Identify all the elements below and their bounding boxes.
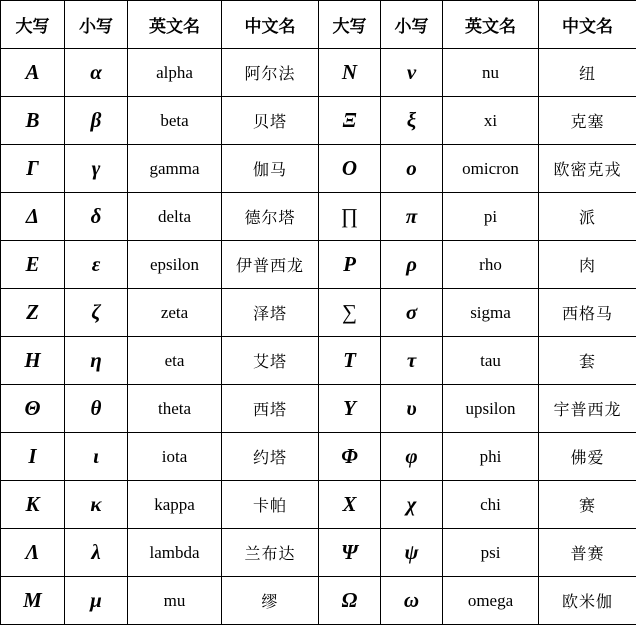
chinese-name: 艾塔 xyxy=(222,337,319,385)
header-uppercase: 大写 xyxy=(1,1,65,49)
lowercase-letter: ε xyxy=(65,241,128,289)
chinese-name: 宇普西龙 xyxy=(539,385,636,433)
chinese-name: 派 xyxy=(539,193,636,241)
english-name: sigma xyxy=(443,289,539,337)
english-name: delta xyxy=(128,193,222,241)
chinese-name: 肉 xyxy=(539,241,636,289)
english-name: nu xyxy=(443,49,539,97)
table-row xyxy=(1,49,636,97)
chinese-name: 阿尔法 xyxy=(222,49,319,97)
uppercase-letter: Ψ xyxy=(319,529,381,577)
english-name: phi xyxy=(443,433,539,481)
uppercase-letter: ∏ xyxy=(319,193,381,241)
uppercase-letter: Μ xyxy=(1,577,65,625)
table-row xyxy=(1,145,636,193)
uppercase-letter: Ε xyxy=(1,241,65,289)
uppercase-letter: Θ xyxy=(1,385,65,433)
uppercase-letter: Υ xyxy=(319,385,381,433)
lowercase-letter: μ xyxy=(65,577,128,625)
english-name: omega xyxy=(443,577,539,625)
header-english-name: 英文名 xyxy=(443,1,539,49)
header-row xyxy=(1,1,636,49)
uppercase-letter: Ρ xyxy=(319,241,381,289)
chinese-name: 约塔 xyxy=(222,433,319,481)
chinese-name: 普赛 xyxy=(539,529,636,577)
lowercase-letter: γ xyxy=(65,145,128,193)
english-name: tau xyxy=(443,337,539,385)
chinese-name: 欧米伽 xyxy=(539,577,636,625)
lowercase-letter: ψ xyxy=(381,529,443,577)
chinese-name: 伊普西龙 xyxy=(222,241,319,289)
uppercase-letter: Κ xyxy=(1,481,65,529)
uppercase-letter: Χ xyxy=(319,481,381,529)
english-name: psi xyxy=(443,529,539,577)
english-name: mu xyxy=(128,577,222,625)
uppercase-letter: ∑ xyxy=(319,289,381,337)
english-name: chi xyxy=(443,481,539,529)
lowercase-letter: ο xyxy=(381,145,443,193)
uppercase-letter: Τ xyxy=(319,337,381,385)
english-name: theta xyxy=(128,385,222,433)
lowercase-letter: υ xyxy=(381,385,443,433)
lowercase-letter: ν xyxy=(381,49,443,97)
lowercase-letter: α xyxy=(65,49,128,97)
table-row xyxy=(1,433,636,481)
lowercase-letter: ω xyxy=(381,577,443,625)
english-name: rho xyxy=(443,241,539,289)
lowercase-letter: δ xyxy=(65,193,128,241)
uppercase-letter: Ζ xyxy=(1,289,65,337)
uppercase-letter: Λ xyxy=(1,529,65,577)
table-row xyxy=(1,577,636,625)
uppercase-letter: Ν xyxy=(319,49,381,97)
english-name: lambda xyxy=(128,529,222,577)
lowercase-letter: ξ xyxy=(381,97,443,145)
lowercase-letter: η xyxy=(65,337,128,385)
header-chinese-name: 中文名 xyxy=(539,1,636,49)
lowercase-letter: β xyxy=(65,97,128,145)
english-name: alpha xyxy=(128,49,222,97)
lowercase-letter: ρ xyxy=(381,241,443,289)
uppercase-letter: Β xyxy=(1,97,65,145)
chinese-name: 纽 xyxy=(539,49,636,97)
chinese-name: 伽马 xyxy=(222,145,319,193)
header-english-name: 英文名 xyxy=(128,1,222,49)
lowercase-letter: ι xyxy=(65,433,128,481)
chinese-name: 卡帕 xyxy=(222,481,319,529)
lowercase-letter: χ xyxy=(381,481,443,529)
table-row xyxy=(1,481,636,529)
lowercase-letter: σ xyxy=(381,289,443,337)
english-name: xi xyxy=(443,97,539,145)
chinese-name: 缪 xyxy=(222,577,319,625)
uppercase-letter: Ι xyxy=(1,433,65,481)
uppercase-letter: Η xyxy=(1,337,65,385)
header-lowercase: 小写 xyxy=(65,1,128,49)
lowercase-letter: π xyxy=(381,193,443,241)
lowercase-letter: φ xyxy=(381,433,443,481)
uppercase-letter: Γ xyxy=(1,145,65,193)
uppercase-letter: Δ xyxy=(1,193,65,241)
chinese-name: 兰布达 xyxy=(222,529,319,577)
chinese-name: 克塞 xyxy=(539,97,636,145)
english-name: pi xyxy=(443,193,539,241)
header-chinese-name: 中文名 xyxy=(222,1,319,49)
english-name: epsilon xyxy=(128,241,222,289)
lowercase-letter: κ xyxy=(65,481,128,529)
uppercase-letter: Φ xyxy=(319,433,381,481)
english-name: iota xyxy=(128,433,222,481)
english-name: omicron xyxy=(443,145,539,193)
lowercase-letter: λ xyxy=(65,529,128,577)
english-name: upsilon xyxy=(443,385,539,433)
lowercase-letter: ζ xyxy=(65,289,128,337)
table-row xyxy=(1,529,636,577)
table-row xyxy=(1,289,636,337)
chinese-name: 西格马 xyxy=(539,289,636,337)
lowercase-letter: θ xyxy=(65,385,128,433)
header-uppercase: 大写 xyxy=(319,1,381,49)
uppercase-letter: Ω xyxy=(319,577,381,625)
chinese-name: 欧密克戎 xyxy=(539,145,636,193)
table-row xyxy=(1,193,636,241)
english-name: zeta xyxy=(128,289,222,337)
lowercase-letter: τ xyxy=(381,337,443,385)
english-name: gamma xyxy=(128,145,222,193)
english-name: beta xyxy=(128,97,222,145)
table-row xyxy=(1,385,636,433)
chinese-name: 贝塔 xyxy=(222,97,319,145)
english-name: eta xyxy=(128,337,222,385)
uppercase-letter: Ξ xyxy=(319,97,381,145)
chinese-name: 西塔 xyxy=(222,385,319,433)
chinese-name: 赛 xyxy=(539,481,636,529)
table-row xyxy=(1,337,636,385)
uppercase-letter: Ο xyxy=(319,145,381,193)
chinese-name: 德尔塔 xyxy=(222,193,319,241)
uppercase-letter: Α xyxy=(1,49,65,97)
chinese-name: 泽塔 xyxy=(222,289,319,337)
header-lowercase: 小写 xyxy=(381,1,443,49)
chinese-name: 套 xyxy=(539,337,636,385)
table-row xyxy=(1,241,636,289)
chinese-name: 佛爱 xyxy=(539,433,636,481)
english-name: kappa xyxy=(128,481,222,529)
table-row xyxy=(1,97,636,145)
